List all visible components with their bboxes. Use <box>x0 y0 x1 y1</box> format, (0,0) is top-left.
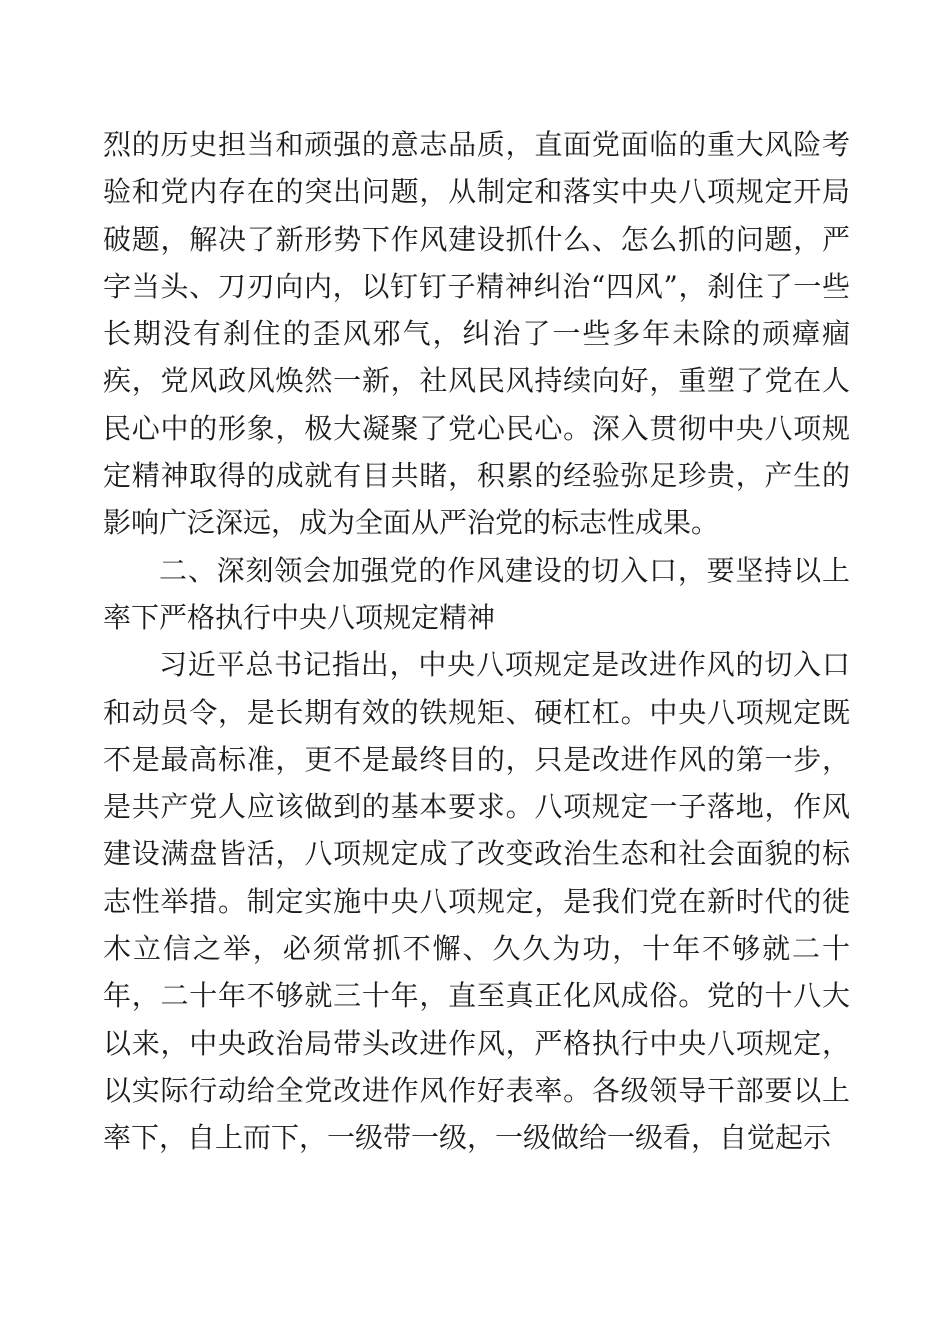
paragraph-body: 习近平总书记指出，中央八项规定是改进作风的切入口和动员令，是长期有效的铁规矩、硬杠杠。中央八项规定既不是最高标准，更不是最终目的，只是改进作风的第一步，是共产党人应该做到的基本要求。八项规定一子落地，作风建设满盘皆活，八项规定成了改变政治生态和社会面貌的标志性举措。制定实施中央八项规定，是我们党在新时代的徙木立信之举，必须常抓不懈、久久为功，十年不够就二十年，二十年不够就三十年，直至真正化风成俗。党的十八大以来，中央政治局带头改进作风，严格执行中央八项规定，以实际行动给全党改进作风作好表率。各级领导干部要以上率下，自上而下，一级带一级，一级做给一级看，自觉起示 <box>103 648 850 1155</box>
document-page <box>103 121 850 1162</box>
paragraph-continuation: 烈的历史担当和顽强的意志品质，直面党面临的重大风险考验和党内存在的突出问题，从制定和落实中央八项规定开局破题，解决了新形势下作风建设抓什么、怎么抓的问题，严字当头、刀刃向内，以钉钉子精神纠治“四风”，刹住了一些长期没有刹住的歪风邪气，纠治了一些多年未除的顽瘴痼疾，党风政风焕然一新，社风民风持续向好，重塑了党在人民心中的形象，极大凝聚了党心民心。深入贯彻中央八项规定精神取得的成就有目共睹，积累的经验弥足珍贵，产生的影响广泛深远，成为全面从严治党的标志性成果。 <box>103 128 850 540</box>
section-heading-two: 二、深刻领会加强党的作风建设的切入口，要坚持以上率下严格执行中央八项规定精神 <box>103 553 850 634</box>
